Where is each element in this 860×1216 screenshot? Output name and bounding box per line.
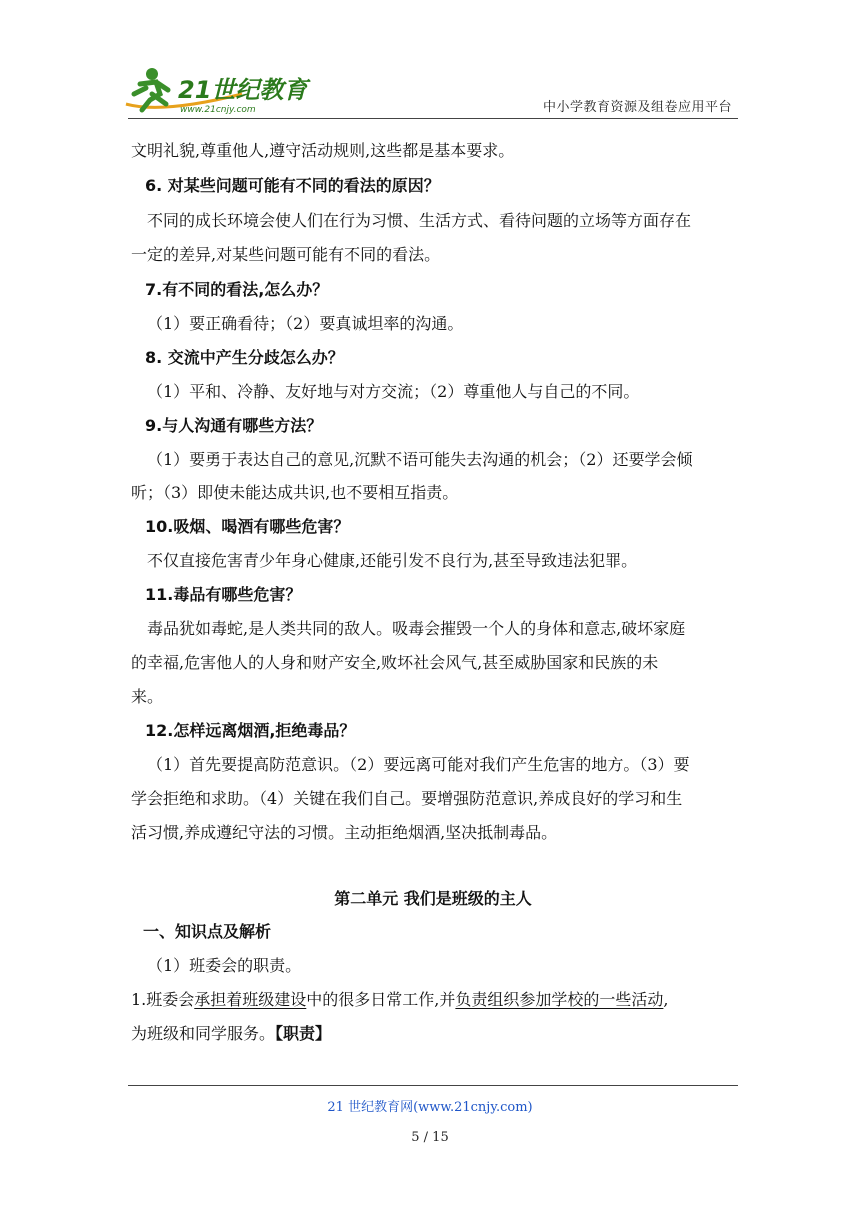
underlined-text: 负责组织参加学校的一些活动: [455, 990, 664, 1009]
answer-12-line-1: （1）首先要提高防范意识。（2）要远离可能对我们产生危害的地方。（3）要: [147, 755, 690, 774]
answer-6-line-1: 不同的成长环境会使人们在行为习惯、生活方式、看待问题的立场等方面存在: [147, 211, 692, 230]
page-header: [0, 0, 860, 130]
text-run: 1.班委会: [131, 990, 195, 1009]
svg-text:www.21cnjy.com: www.21cnjy.com: [180, 105, 256, 115]
answer-10: 不仅直接危害青少年身心健康,还能引发不良行为,甚至导致违法犯罪。: [147, 551, 638, 570]
answer-9-line-2: 听；（3）即使未能达成共识,也不要相互指责。: [131, 483, 459, 502]
question-7: 7.有不同的看法,怎么办？: [145, 280, 329, 299]
footer-divider: [128, 1085, 738, 1086]
answer-12-line-2: 学会拒绝和求助。（4）关键在我们自己。要增强防范意识,养成良好的学习和生: [131, 789, 683, 808]
section-title: 一、知识点及解析: [143, 922, 272, 941]
page-number: 5 / 15: [411, 1130, 449, 1145]
answer-11-line-3: 来。: [131, 687, 164, 706]
bold-tag: 【职责】: [275, 1024, 332, 1043]
underlined-text: 承担着班级建设: [194, 990, 307, 1009]
question-8: 8. 交流中产生分歧怎么办？: [145, 348, 344, 367]
header-divider: [128, 118, 738, 119]
paragraph-line: 文明礼貌,尊重他人,遵守活动规则,这些都是基本要求。: [131, 141, 515, 160]
answer-11-line-1: 毒品犹如毒蛇,是人类共同的敌人。吸毒会摧毁一个人的身体和意志,破坏家庭: [147, 619, 686, 638]
answer-7: （1）要正确看待；（2）要真诚坦率的沟通。: [147, 314, 464, 333]
paragraph-line: [131, 989, 669, 1011]
question-11: 11.毒品有哪些危害？: [145, 585, 302, 604]
answer-12-line-3: 活习惯,养成遵纪守法的习惯。主动拒绝烟酒,坚决抵制毒品。: [131, 823, 558, 842]
paragraph-line: [131, 1023, 331, 1045]
text-run: ,: [663, 990, 669, 1009]
question-10: 10.吸烟、喝酒有哪些危害？: [145, 517, 350, 536]
answer-9-line-1: （1）要勇于表达自己的意见,沉默不语可能失去沟通的机会；（2）还要学会倾: [147, 450, 693, 469]
footer-site-link[interactable]: 21 世纪教育网(www.21cnjy.com): [327, 1100, 533, 1115]
runner-logo-icon: [122, 64, 308, 116]
question-12: 12.怎样远离烟酒,拒绝毒品？: [145, 721, 356, 740]
svg-text:21世纪教育: 21世纪教育: [178, 76, 308, 104]
subsection-title: （1）班委会的职责。: [147, 956, 302, 975]
text-run: 中的很多日常工作,并: [306, 990, 456, 1009]
platform-tagline: 中小学教育资源及组卷应用平台: [542, 100, 732, 115]
text-run: 为班级和同学服务。: [131, 1024, 276, 1043]
logo: [122, 64, 308, 116]
question-9: 9.与人沟通有哪些方法？: [145, 416, 323, 435]
answer-6-line-2: 一定的差异,对某些问题可能有不同的看法。: [131, 245, 441, 264]
unit-title: 第二单元 我们是班级的主人: [334, 889, 532, 908]
answer-11-line-2: 的幸福,危害他人的人身和财产安全,败坏社会风气,甚至威胁国家和民族的未: [131, 653, 659, 672]
question-6: 6. 对某些问题可能有不同的看法的原因？: [145, 176, 440, 195]
answer-8: （1）平和、冷静、友好地与对方交流；（2）尊重他人与自己的不同。: [147, 382, 640, 401]
